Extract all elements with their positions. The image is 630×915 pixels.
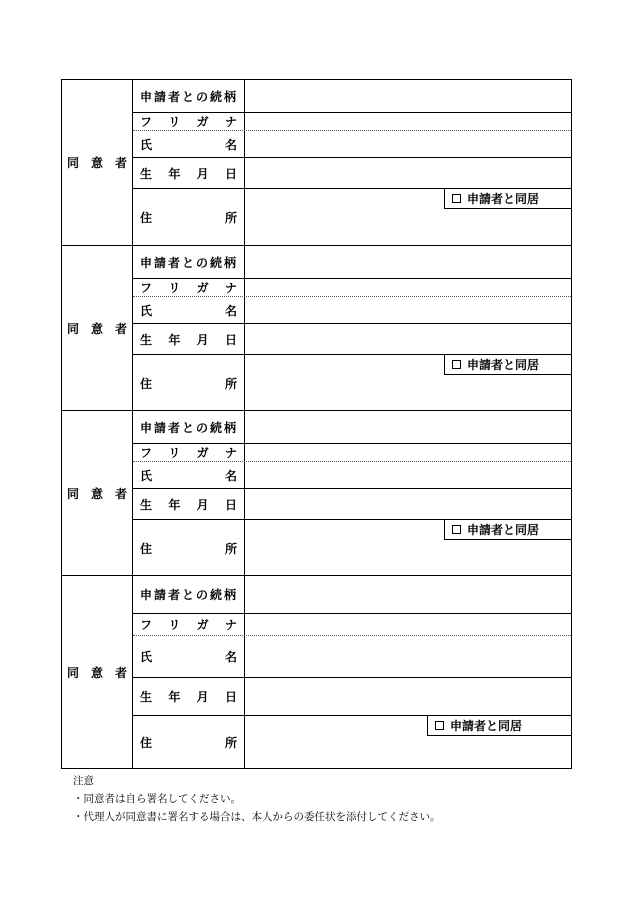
name-label: 氏 名 (140, 650, 237, 664)
birthdate-label: 生 年 月 日 (140, 497, 237, 512)
address-row (133, 519, 571, 576)
name-input[interactable] (245, 636, 571, 677)
name-label: 氏 名 (140, 468, 237, 483)
cohabit-option[interactable] (444, 189, 571, 209)
birthdate-label: 生 年 月 日 (140, 332, 237, 347)
cohabit-option[interactable] (444, 520, 571, 540)
name-input[interactable] (245, 297, 571, 323)
relationship-row (133, 576, 571, 613)
name-row (133, 461, 571, 488)
consent-block-1 (62, 80, 571, 245)
cohabit-option[interactable] (427, 716, 571, 736)
name-row (133, 130, 571, 157)
cohabit-label: 申請者と同居 (467, 192, 540, 206)
cohabit-checkbox[interactable] (452, 525, 461, 534)
furigana-input[interactable] (245, 279, 571, 296)
furigana-label: フ リ ガ ナ (140, 281, 237, 295)
furigana-row (133, 278, 571, 296)
relationship-row (133, 246, 571, 278)
address-row (133, 354, 571, 411)
consenter-header-text: 同 意 者 (66, 486, 128, 501)
name-label: 氏 名 (140, 137, 237, 152)
consenter-header (62, 411, 133, 575)
birthdate-input[interactable] (245, 678, 571, 715)
cohabit-checkbox[interactable] (452, 360, 461, 369)
relationship-label: 申請者との続柄 (140, 588, 239, 602)
furigana-label: フ リ ガ ナ (140, 618, 237, 632)
notes-section (73, 772, 441, 826)
consent-block-2 (62, 245, 571, 410)
cohabit-checkbox[interactable] (435, 721, 444, 730)
consent-block-4 (62, 575, 571, 768)
name-label: 氏 名 (140, 303, 237, 318)
cohabit-checkbox[interactable] (452, 194, 461, 203)
address-input[interactable] (245, 355, 571, 411)
cohabit-label: 申請者と同居 (450, 719, 523, 733)
furigana-input[interactable] (245, 444, 571, 461)
consenter-header (62, 576, 133, 768)
note-item-2: ・代理人が同意書に署名する場合は、本人からの委任状を添付してください。 (73, 811, 441, 823)
address-input[interactable] (245, 716, 571, 769)
furigana-row (133, 613, 571, 635)
name-row (133, 635, 571, 677)
furigana-input[interactable] (245, 614, 571, 635)
birthdate-input[interactable] (245, 158, 571, 188)
name-row (133, 296, 571, 323)
cohabit-label: 申請者と同居 (467, 523, 540, 537)
cohabit-label: 申請者と同居 (467, 358, 540, 372)
relationship-label: 申請者との続柄 (140, 255, 239, 270)
relationship-input[interactable] (245, 411, 571, 443)
consenter-header-text: 同 意 者 (66, 156, 128, 170)
note-item-1: ・同意者は自ら署名してください。 (73, 793, 241, 805)
birthdate-label: 生 年 月 日 (140, 166, 237, 181)
furigana-row (133, 112, 571, 130)
consenter-header (62, 80, 133, 245)
relationship-row (133, 411, 571, 443)
relationship-label: 申請者との続柄 (140, 420, 239, 435)
address-label: 住 所 (140, 210, 237, 225)
consenter-header-text: 同 意 者 (66, 321, 128, 336)
birthdate-row (133, 677, 571, 715)
birthdate-input[interactable] (245, 324, 571, 354)
address-input[interactable] (245, 189, 571, 245)
furigana-label: フ リ ガ ナ (140, 446, 237, 460)
furigana-input[interactable] (245, 113, 571, 130)
consent-form-table (61, 79, 572, 769)
birthdate-label: 生 年 月 日 (140, 690, 237, 704)
address-label: 住 所 (140, 376, 237, 391)
address-row (133, 188, 571, 245)
consenter-header-text: 同 意 者 (66, 665, 128, 680)
name-input[interactable] (245, 462, 571, 488)
consent-block-3 (62, 410, 571, 575)
relationship-row (133, 80, 571, 112)
address-label: 住 所 (140, 736, 237, 750)
birthdate-row (133, 323, 571, 354)
notes-title: 注意 (73, 775, 94, 787)
address-label: 住 所 (140, 541, 237, 556)
relationship-input[interactable] (245, 576, 571, 613)
birthdate-row (133, 488, 571, 519)
birthdate-row (133, 157, 571, 188)
furigana-label: フ リ ガ ナ (140, 115, 237, 129)
consenter-header (62, 246, 133, 410)
birthdate-input[interactable] (245, 489, 571, 519)
relationship-input[interactable] (245, 246, 571, 278)
relationship-label: 申請者との続柄 (140, 89, 239, 104)
furigana-row (133, 443, 571, 461)
cohabit-option[interactable] (444, 355, 571, 375)
relationship-input[interactable] (245, 80, 571, 112)
address-input[interactable] (245, 520, 571, 576)
address-row (133, 715, 571, 769)
name-input[interactable] (245, 131, 571, 157)
